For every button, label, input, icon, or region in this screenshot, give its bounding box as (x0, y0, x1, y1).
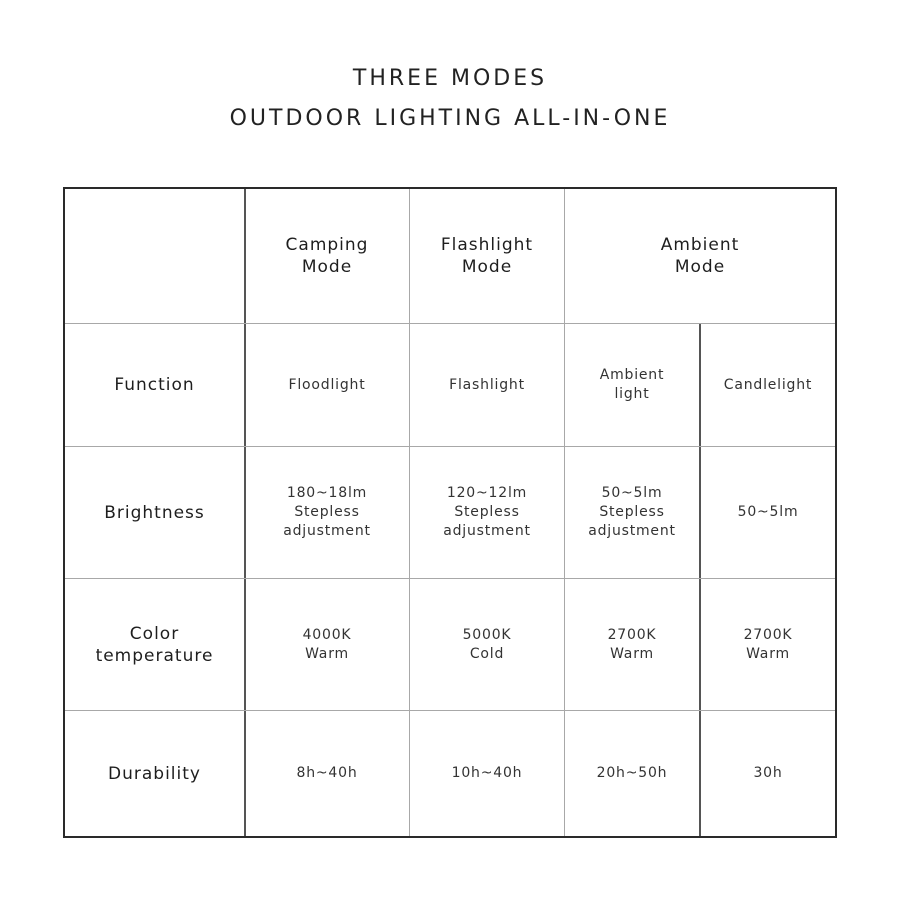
table-cell: Candlelight (723, 376, 813, 393)
table-cell: 8h~40h (296, 765, 358, 781)
table-cell: Ambient light (599, 367, 665, 402)
table-cell: 4000K Warm (302, 626, 352, 662)
table-cell: 120~12lm Stepless adjustment (443, 485, 531, 539)
table-cell: 2700K Warm (607, 626, 657, 662)
row-label-brightness: Brightness (104, 502, 205, 523)
row-label-function: Function (114, 375, 195, 395)
table-cell: 10h~40h (451, 765, 523, 781)
title-line-2: OUTDOOR LIGHTING ALL-IN-ONE (229, 106, 671, 131)
row-label-durability: Durability (108, 763, 201, 784)
modes-comparison-table (63, 187, 837, 838)
table-cell: 30h (753, 765, 783, 781)
table-cell: 5000K Cold (462, 626, 512, 662)
table-cell: 2700K Warm (743, 626, 793, 662)
header-camping-mode: Camping Mode (285, 235, 369, 277)
table-cell: 20h~50h (596, 765, 668, 781)
table-cell: 180~18lm Stepless adjustment (283, 485, 371, 539)
table-cell: 50~5lm (737, 504, 799, 520)
table-cell: 50~5lm Stepless adjustment (588, 485, 676, 539)
row-label-color-temperature: Color temperature (95, 623, 214, 666)
table-cell: Flashlight (449, 376, 525, 393)
header-flashlight-mode: Flashlight Mode (440, 235, 534, 277)
header-ambient-mode: Ambient Mode (660, 235, 740, 277)
table-cell: Floodlight (288, 376, 366, 393)
title-line-1: THREE MODES (352, 66, 548, 91)
